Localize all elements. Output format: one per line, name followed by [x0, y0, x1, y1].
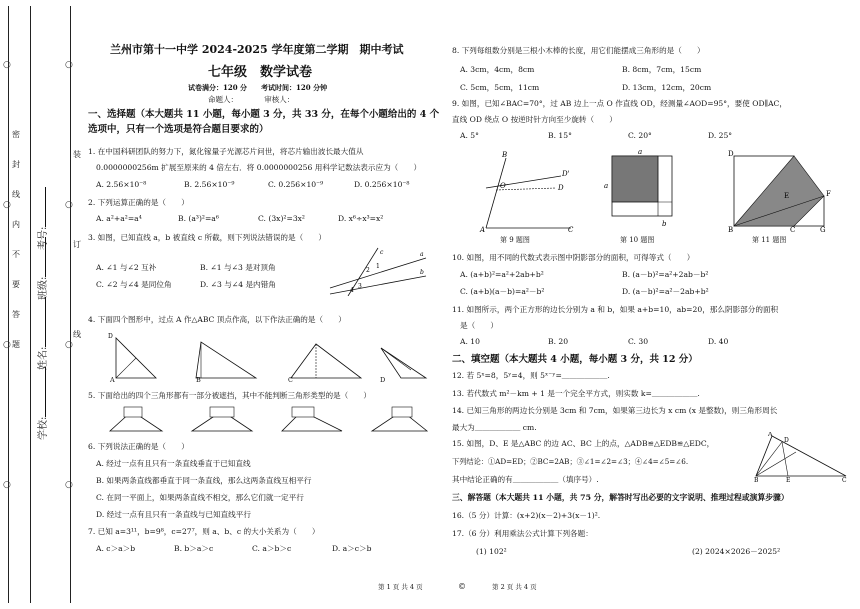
svg-text:G: G — [820, 226, 826, 233]
q1-option-d: D. 0.256×10⁻⁸ — [354, 180, 410, 189]
section1-heading-2: 选项中，只有一个选项是符合题目要求的） — [88, 124, 269, 135]
number-label: 考号: — [34, 187, 49, 250]
q1-option-a: A. 2.56×10⁻⁸ — [96, 180, 147, 189]
svg-text:1: 1 — [376, 263, 380, 270]
exam-authors: 命题人： 审核人： — [208, 95, 295, 104]
q11-option-d: D. 40 — [708, 337, 729, 346]
svg-text:O: O — [500, 182, 506, 190]
q6-option-c: C. 在同一平面上，如果两条直线不相交，那么它们就一定平行 — [96, 493, 304, 502]
class-label: 班级: — [34, 237, 49, 300]
fig10-caption: 第 10 题图 — [620, 236, 655, 244]
q6-option-d: D. 经过一点有且只有一条直线与已知直线平行 — [96, 510, 251, 519]
svg-text:B: B — [728, 226, 734, 233]
q7-option-b: B. b＞a＞c — [174, 544, 214, 553]
svg-text:F: F — [826, 190, 831, 198]
seal-words: 密 封 线 内 不 要 答 题 — [12, 130, 20, 349]
binding-circle: ○ — [65, 60, 73, 70]
q15-stem-3: 其中结论正确的有＿＿＿＿＿＿（填序号）. — [452, 475, 599, 484]
svg-text:D': D' — [562, 170, 570, 178]
q8-option-a: A. 3cm，4cm，8cm — [460, 65, 535, 74]
q9-stem: 9. 如图，已知∠BAC=70°，过 AB 边上一点 O 作直线 OD，经测量∠AOD=95°，要使 OD∥AC， — [452, 99, 787, 108]
q9-option-a: A. 5° — [460, 131, 479, 140]
svg-text:c: c — [380, 249, 384, 256]
svg-text:D: D — [784, 437, 789, 444]
q7-option-d: D. a＞c＞b — [332, 544, 372, 553]
q2-option-c: C. (3x)²=3x² — [258, 214, 305, 223]
q17-part-1: (1) 102² — [476, 547, 507, 556]
binding-circle: ○ — [3, 480, 11, 490]
q1-option-c: C. 0.256×10⁻⁹ — [268, 180, 324, 189]
center-mark: © — [458, 582, 466, 591]
exam-subtitle: 七年级 数学试卷 — [208, 65, 313, 80]
q9-option-c: C. 20° — [628, 131, 652, 140]
svg-text:C: C — [842, 477, 847, 482]
binding-strip — [0, 0, 86, 609]
q4-fig-label-c: C — [288, 376, 293, 384]
fig9-caption: 第 9 题图 — [500, 236, 530, 244]
svg-text:E: E — [786, 477, 791, 482]
q17-stem: 17.（6 分）利用乘法公式计算下列各题： — [452, 529, 593, 538]
svg-text:a: a — [638, 148, 643, 156]
binding-circle: ○ — [65, 480, 73, 490]
binding-circle: ○ — [3, 60, 11, 70]
section1-heading: 一、选择题（本大题共 11 小题，每小题 3 分，共 33 分，在每个小题给出的 4 个 — [88, 109, 440, 120]
svg-text:b: b — [420, 269, 424, 276]
binding-line — [8, 6, 9, 603]
q3-option-c: C. ∠2 与∠4 是同位角 — [96, 280, 172, 289]
q3-option-d: D. ∠3 与∠4 是内错角 — [200, 280, 276, 289]
svg-text:D: D — [728, 150, 734, 158]
binding-line — [30, 6, 31, 603]
svg-text:B: B — [754, 477, 759, 482]
svg-text:A: A — [768, 432, 773, 438]
svg-text:C: C — [790, 226, 796, 233]
q17-part-2: (2) 2024×2026－2025² — [692, 547, 781, 556]
q7-option-c: C. a＞b＞c — [252, 544, 292, 553]
q8-option-d: D. 13cm，12cm，20cm — [622, 83, 712, 92]
svg-text:E: E — [784, 192, 790, 200]
binding-circle: ○ — [65, 200, 73, 210]
q10-option-c: C. (a+b)(a－b)=a²－b² — [460, 287, 545, 296]
q9-stem-2: 直线 OD 绕点 O 按逆时针方向至少旋转（ ） — [452, 115, 617, 124]
q3-option-a: A. ∠1 与∠2 互补 — [96, 263, 157, 272]
exam-info: 试卷满分：120 分 考试时间：120 分钟 — [188, 83, 328, 92]
page-footer-right: 第 2 页 共 4 页 — [492, 583, 537, 591]
svg-text:4: 4 — [350, 287, 354, 294]
q11-option-b: B. 20 — [548, 337, 569, 346]
q14-stem-2: 最大为＿＿＿＿＿＿ cm. — [452, 423, 537, 432]
q11-stem: 11. 如图所示，两个正方形的边长分别为 a 和 b，如果 a+b=10，ab=20，那么阴影部分的面积 — [452, 305, 779, 314]
q1-stem-2: 0.0000000256m 扩展至原来的 4 倍左右．将 0.0000000256 用科学记数法表示应为（ ） — [96, 163, 422, 172]
q3-stem: 3. 如图，已知直线 a，b 被直线 c 所截，则下列说法错误的是（ ） — [88, 233, 326, 242]
q10-option-a: A. (a+b)²=a²+2ab+b² — [460, 270, 544, 279]
q9-figure — [476, 148, 576, 233]
q1-stem: 1. 在中国科研团队的努力下，氮化镓量子光源芯片问世，将芯片输出波长最大值从 — [88, 147, 364, 156]
q6-option-a: A. 经过一点有且只有一条直线垂直于已知直线 — [96, 459, 251, 468]
line-words: 装 订 线 — [73, 150, 81, 339]
binding-circle: ○ — [3, 340, 11, 350]
fig11-caption: 第 11 题图 — [752, 236, 787, 244]
page-footer-left: 第 1 页 共 4 页 — [378, 583, 423, 591]
name-label: 姓名: — [34, 297, 49, 370]
q14-stem: 14. 已知三角形的两边长分别是 3cm 和 7cm，如果第三边长为 x cm (x 是整数)，则三角形周长 — [452, 406, 778, 415]
q8-option-b: B. 8cm，7cm，15cm — [622, 65, 702, 74]
q8-option-c: C. 5cm，5cm，11cm — [460, 83, 540, 92]
svg-text:A: A — [480, 226, 486, 233]
school-label: 学校: — [34, 367, 49, 440]
section2-heading: 二、填空题（本大题共 4 小题，每小题 3 分，共 12 分） — [452, 354, 698, 365]
q11-stem-2: 是（ ） — [460, 321, 498, 330]
q16-stem: 16.（5 分）计算：(x+2)(x－2)+3(x－1)². — [452, 511, 601, 520]
svg-text:B: B — [502, 151, 508, 159]
svg-text:a: a — [604, 182, 609, 190]
q2-option-a: A. a²+a²=a⁴ — [96, 214, 142, 223]
q10-stem: 10. 如图，用不同的代数式表示图中阴影部分的面积，可得等式（ ） — [452, 253, 695, 262]
svg-text:a: a — [420, 251, 424, 258]
q6-option-b: B. 如果两条直线都垂直于同一条直线，那么这两条直线互相平行 — [96, 476, 312, 485]
q15-figure — [754, 432, 850, 482]
right-page — [452, 0, 856, 609]
svg-text:D: D — [558, 184, 564, 192]
q3-option-b: B. ∠1 与∠3 是对顶角 — [200, 263, 276, 272]
q9-option-b: B. 15° — [548, 131, 572, 140]
binding-circle: ○ — [3, 200, 11, 210]
binding-circle: ○ — [65, 340, 73, 350]
svg-text:3: 3 — [358, 283, 362, 290]
svg-text:2: 2 — [366, 267, 370, 274]
left-page — [88, 0, 448, 609]
section3-heading: 三、解答题（本大题共 11 小题，共 75 分，解答时写出必要的文字说明、推理过程或演算步骤） — [452, 493, 789, 502]
q8-stem: 8. 下列每组数分别是三根小木棒的长度，用它们能摆成三角形的是（ ） — [452, 46, 705, 55]
q12-stem: 12. 若 5ˣ=8，5ʸ=4，则 5ˣ⁻ʸ=＿＿＿＿＿＿. — [452, 371, 610, 380]
q11-figure — [728, 148, 832, 233]
q4-fig-label-a: A — [110, 376, 115, 384]
q15-stem: 15. 如图，D、E 是△ABC 的边 AC、BC 上的点，△ADB≌△EDB≌△EDC， — [452, 439, 715, 448]
q11-option-a: A. 10 — [460, 337, 480, 346]
q1-option-b: B. 2.56×10⁻⁹ — [184, 180, 235, 189]
q11-option-c: C. 30 — [628, 337, 649, 346]
binding-line — [70, 6, 71, 603]
q4-fig-label-b: B — [196, 376, 201, 384]
q7-option-a: A. c＞a＞b — [96, 544, 136, 553]
q3-figure — [328, 246, 428, 296]
q7-stem: 7. 已知 a=3¹¹，b=9⁸，c=27⁷，则 a、b、c 的大小关系为（ ） — [88, 527, 320, 536]
q10-option-d: D. (a－b)²=a²－2ab+b² — [622, 287, 709, 296]
q2-option-d: D. x⁶÷x³=x² — [338, 214, 384, 223]
q4-figures — [106, 330, 446, 386]
q2-stem: 2. 下列运算正确的是（ ） — [88, 198, 189, 207]
q5-figures — [102, 405, 432, 435]
q9-option-d: D. 25° — [708, 131, 733, 140]
q4-stem: 4. 下面四个图形中，过点 A 作△ABC 顶点作高，以下作法正确的是（ ） — [88, 315, 346, 324]
q10-option-b: B. (a－b)²=a²+2ab－b² — [622, 270, 709, 279]
q4-fig-label-d: D — [380, 376, 386, 384]
svg-text:C: C — [568, 226, 574, 233]
q5-stem: 5. 下面给出的四个三角形都有一部分被遮挡，其中不能判断三角形类型的是（ ） — [88, 391, 372, 400]
q6-stem: 6. 下列说法正确的是（ ） — [88, 442, 189, 451]
q15-stem-2: 下列结论：①AD=ED；②BC=2AB；③∠1=∠2=∠3；④∠4=∠5=∠6. — [452, 457, 689, 466]
q2-option-b: B. (a³)²=a⁶ — [178, 214, 219, 223]
exam-title: 兰州市第十一中学 2024-2025 学年度第二学期 期中考试 — [110, 43, 404, 56]
q13-stem: 13. 若代数式 m²－km + 1 是一个完全平方式，则实数 k=＿＿＿＿＿＿. — [452, 389, 700, 398]
svg-text:D: D — [108, 333, 113, 340]
q10-figure — [604, 148, 684, 233]
svg-text:b: b — [662, 220, 667, 228]
